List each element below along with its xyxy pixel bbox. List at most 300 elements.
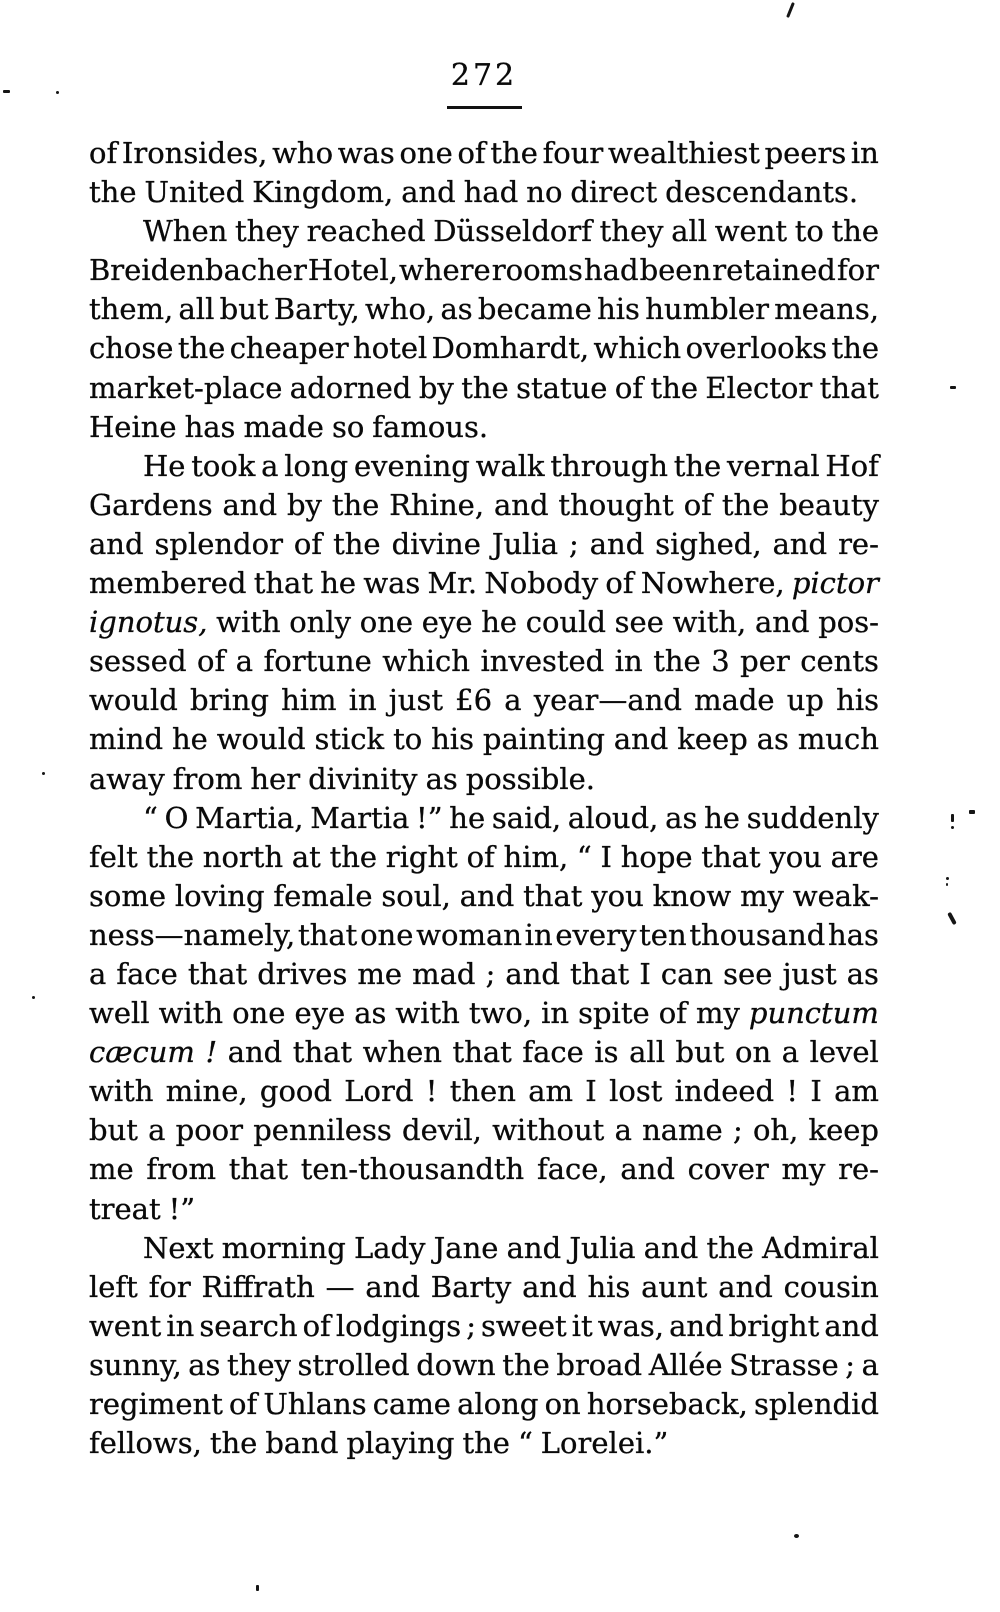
word: a [781,1035,799,1070]
word: they [235,214,299,249]
word: poor [175,1113,243,1148]
text-line [89,1424,879,1463]
word: then [449,1074,516,1109]
word: the [333,526,381,561]
word: by [286,487,322,522]
text-line [89,1033,879,1072]
word: of [229,1387,258,1421]
word: just [782,956,837,991]
word: ignotus, [89,605,208,640]
word: re- [838,1152,879,1187]
text-line [89,642,879,681]
word: is [594,1035,619,1070]
text-line [89,1346,879,1385]
word: as [188,1347,221,1382]
word: ; [732,1113,743,1148]
text-line [89,369,879,408]
word: market-place [89,370,283,405]
word: broad [556,1347,643,1382]
word: know [652,878,732,913]
word: was [337,136,395,170]
word: the [650,370,698,405]
word: I [600,839,612,874]
word: bright [728,1308,820,1343]
word: Julia [491,526,559,561]
word: and [772,526,828,561]
word: Admiral [762,1230,879,1265]
text-line [89,290,879,329]
word: penniless [253,1113,392,1148]
word: the [462,1426,510,1461]
word: a [235,644,254,679]
word: the [177,331,226,366]
word: of [457,136,486,170]
word: has [184,409,236,444]
word: and [589,526,645,561]
word: went [89,1308,162,1343]
word: with [158,996,224,1031]
word: possible. [465,761,596,796]
word: from [172,761,243,796]
word: painting [482,722,605,757]
word: hotel [353,331,428,366]
word: overlooks [685,331,828,366]
text-line [89,564,879,603]
word: said, [491,800,562,835]
word: bring [189,683,269,718]
word: ness—namely, [89,917,296,952]
word: a [148,1113,166,1148]
word: Allée [648,1347,723,1382]
text-line [89,1385,879,1424]
word: thought [558,487,674,522]
word: he [449,800,486,835]
scan-speck [946,883,948,886]
word: with [216,605,281,640]
word: the [329,839,378,874]
word: Mr. [427,566,478,601]
text-line [89,1150,879,1189]
word: £6 [455,683,493,718]
word: by [418,370,454,405]
word: wealthiest [608,136,760,170]
word: they [599,214,664,249]
word: and [643,1230,699,1265]
word: was [363,566,421,601]
word: cheaper [229,331,349,366]
word: has [828,917,879,952]
word: and [222,487,278,522]
word: reached [306,214,426,249]
word: of [683,487,712,522]
word: aloud, [567,800,659,835]
word: much [797,722,879,757]
word: it [571,1308,593,1343]
word: devil, [402,1113,482,1148]
word: of [605,566,634,601]
scan-speck [256,1585,259,1591]
word: on [544,1387,581,1421]
word: he [171,722,208,757]
word: and [506,1230,562,1265]
word: that [570,956,630,991]
word: hope [620,839,693,874]
word: one [359,605,414,640]
word: when [362,1035,442,1070]
text-line [89,1072,879,1111]
word: band [265,1426,339,1461]
word: all [178,292,215,327]
text-line [89,760,879,799]
word: but [219,292,269,327]
word: me [89,1152,134,1187]
word: I [639,956,651,991]
word: for [148,1269,191,1304]
word: my [781,1152,826,1187]
page-number: 272 [450,58,518,93]
text-line [89,955,879,994]
text-line [89,838,879,877]
word: he [320,566,357,601]
word: Düsseldorf [433,214,592,249]
text-line [89,173,879,212]
word: of [302,1308,331,1343]
scan-speck [3,90,10,93]
word: and [522,1269,577,1304]
word: spite [578,996,650,1031]
word: me [357,956,403,991]
word: which [593,331,682,366]
word: in [348,683,377,718]
word: ; [845,1347,856,1382]
word: he [481,605,518,640]
word: he [704,800,740,835]
word: felt [89,839,138,874]
word: long [284,448,349,483]
word: membered [89,566,247,601]
word: made [694,683,775,718]
word: the [831,214,879,249]
word: sweet [481,1308,567,1343]
word: Barty [430,1269,512,1304]
text-line [89,134,879,173]
word: one [232,996,286,1031]
word: soul, [381,878,451,913]
text-line [89,877,879,916]
scan-speck [947,912,957,925]
word: treat [89,1191,161,1226]
word: in [524,917,553,952]
word: up [786,683,824,718]
word: Nowhere, [640,566,785,601]
word: on [735,1035,772,1070]
word: lost [609,1074,663,1109]
word: a [861,1347,879,1382]
word: — [325,1269,355,1304]
text-block [89,134,879,1463]
word: “ [576,839,592,874]
word: just [388,683,444,718]
word: pictor [791,566,879,601]
word: that [228,1152,288,1187]
word: mad [412,956,476,991]
text-line [89,1190,879,1229]
word: can [660,956,714,991]
word: face [522,1035,584,1070]
word: but [89,1113,138,1148]
word: and [613,722,669,757]
word: so [331,409,365,444]
scan-speck [32,996,35,999]
word: of [89,136,118,170]
word: adorned [289,370,412,405]
word: keep [808,1113,879,1148]
word: Gardens [89,487,213,522]
word: Uhlans [263,1387,367,1421]
word: his [431,722,474,757]
word: and [89,526,144,561]
text-line [89,1229,879,1268]
word: punctum [748,996,879,1031]
word: which [382,644,470,679]
text-line [89,916,879,955]
word: splendid [753,1387,879,1421]
text-line [89,251,879,290]
word: the [331,487,380,522]
word: vernal [726,448,820,483]
word: Martia [310,800,410,835]
word: his [587,1269,631,1304]
text-line [89,1268,879,1307]
word: that [701,839,761,874]
word: sessed [89,644,187,679]
word: the [490,136,538,170]
word: and [459,878,515,913]
scan-speck [950,386,956,389]
scan-speck [56,91,59,94]
scan-speck [969,810,975,814]
word: invested [480,644,605,679]
word: drives [257,956,348,991]
word: ! [205,1035,218,1070]
word: to [393,722,423,757]
word: and [493,487,549,522]
word: one [399,136,453,170]
word: that [452,1035,512,1070]
text-line [89,1111,879,1150]
word: with [395,996,460,1031]
word: through [550,448,668,483]
word: thousand [689,917,826,952]
text-line [89,408,879,447]
scan-speck [946,877,949,880]
word: Strasse [729,1347,839,1382]
word: them, [89,292,174,327]
text-line [89,486,879,525]
text-line [89,799,879,838]
word: oh, [752,1113,799,1148]
word: and [718,1269,773,1304]
word: and [620,1152,675,1187]
word: eye [421,605,473,640]
word: that [253,566,313,601]
word: and [227,1035,283,1070]
word: Next [143,1230,214,1265]
word: Lord [344,1074,414,1109]
word: Lorelei.” [540,1426,669,1461]
word: for [836,253,879,288]
word: left [89,1269,138,1304]
word: When [143,214,228,249]
word: search [199,1308,298,1343]
word: see [614,605,664,640]
word: re- [838,526,879,561]
word: the [209,1426,258,1461]
word: in [166,1308,195,1343]
word: year—and [533,683,682,718]
word: beauty [779,487,879,522]
scan-speck [794,1534,799,1538]
word: a [89,956,107,991]
word: and [505,956,560,991]
word: O [164,800,189,835]
word: Domhardt, [431,331,590,366]
word: as [354,996,387,1031]
word: cousin [783,1269,879,1304]
word: horseback, [586,1387,748,1421]
word: “ [517,1426,533,1461]
word: and [401,175,456,210]
text-line [89,1307,879,1346]
word: the [673,448,722,483]
word: chose [89,331,174,366]
word: the [653,644,701,679]
word: ten-thousandth [300,1152,525,1187]
word: as [756,722,789,757]
word: lodgings [335,1308,462,1343]
word: but [675,1035,725,1070]
word: along [457,1387,539,1421]
word: retained [712,253,836,288]
text-line [89,329,879,368]
word: one [360,917,414,952]
word: him [281,683,337,718]
word: morning [221,1230,346,1265]
word: Barty, [273,292,360,327]
word: as [665,800,698,835]
word: been [639,253,712,288]
word: the [502,1347,550,1382]
word: and [754,605,810,640]
word: that [187,956,248,991]
word: no [526,175,563,210]
word: went [714,214,788,249]
scan-speck [951,814,954,822]
word: that [523,878,583,913]
word: ! [786,1074,799,1109]
word: eye [294,996,346,1031]
word: playing [346,1426,455,1461]
pen-slash-mark [786,2,795,18]
word: would [216,722,306,757]
word: in [541,996,570,1031]
word: could [525,605,606,640]
word: would [89,683,178,718]
word: direct [570,175,658,210]
word: two, [468,996,533,1031]
word: stick [314,722,385,757]
word: the [89,175,137,210]
word: they [227,1347,291,1382]
word: cover [687,1152,769,1187]
word: Martia, [195,800,304,835]
word: suddenly [746,800,879,835]
word: the [146,839,195,874]
word: and [669,1308,724,1343]
word: cæcum [89,1035,195,1070]
word: you [591,878,644,913]
word: my [695,996,740,1031]
word: only [289,605,352,640]
word: Nobody [484,566,599,601]
word: Lady [353,1230,426,1265]
text-line [89,681,879,720]
word: aunt [641,1269,708,1304]
word: the [706,1230,754,1265]
word: weak- [792,878,879,913]
word: Jane [433,1230,499,1265]
word: of [466,839,495,874]
text-line [89,447,879,486]
word: made [243,409,324,444]
word: name [642,1113,723,1148]
word: ; [485,956,496,991]
word: mine, [165,1074,248,1109]
text-line [89,720,879,759]
word: pos- [818,605,879,640]
word: United [144,175,245,210]
word: Kingdom, [252,175,394,210]
word: and [824,1308,879,1343]
word: as [425,761,458,796]
word: where [399,253,491,288]
text-line [89,212,879,251]
word: per [740,644,790,679]
word: four [542,136,604,170]
word: cents [800,644,879,679]
word: the [461,370,509,405]
word: see [723,956,773,991]
word: a [614,1113,632,1148]
word: I [810,1074,822,1109]
word: good [259,1074,332,1109]
word: took [191,448,256,483]
scan-speck [951,826,954,829]
word: woman [416,917,522,952]
word: evening [353,448,470,483]
word: in [850,136,879,170]
word: ! [425,1074,438,1109]
word: all [629,1035,665,1070]
word: face, [536,1152,608,1187]
word: north [202,839,284,874]
word: in [614,644,643,679]
word: divinity [308,761,418,796]
word: descendants. [665,175,859,210]
word: his [597,292,640,327]
word: keep [677,722,748,757]
word: statue [516,370,608,405]
